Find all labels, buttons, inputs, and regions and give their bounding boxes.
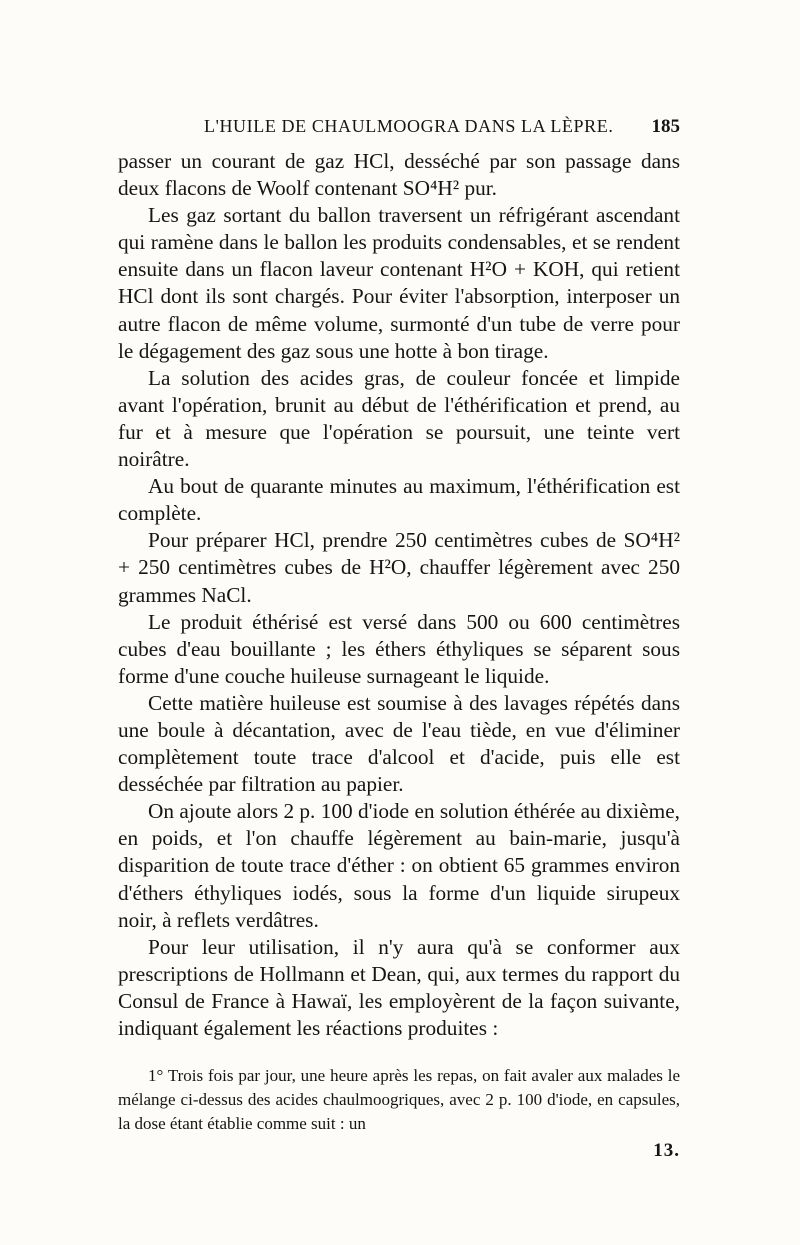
- paragraph-4: Au bout de quarante minutes au maximum, l'éthérification est complète.: [118, 474, 680, 526]
- paragraph-1: passer un courant de gaz HCl, desséché par son passage dans deux flacons de Woolf contenant SO⁴H² pur.: [118, 149, 680, 201]
- numbered-note: 1° Trois fois par jour, une heure après les repas, on fait avaler aux malades le mélange ci-dessus des acides chaulmoogriques, avec 2 p. 100 d'iode, en capsules, la dose étant établie comme suit : un: [118, 1066, 680, 1133]
- paragraph-2: Les gaz sortant du ballon traversent un réfrigérant ascendant qui ramène dans le ballon les produits condensables, et se rendent ensuite dans un flacon laveur contenant H²O + KOH, qui retient HCl dont ils sont chargés. Pour éviter l'absorption, interposer un autre flacon de même volume, surmonté d'un tube de verre pour le dégagement des gaz sous une hotte à bon tirage.: [118, 203, 680, 363]
- paragraph-3: La solution des acides gras, de couleur foncée et limpide avant l'opération, brunit au début de l'éthérification et prend, au fur et à mesure que l'opération se poursuit, une teinte vert noirâtre.: [118, 365, 680, 472]
- signature-mark: 13.: [653, 1140, 680, 1161]
- running-head: [118, 116, 680, 140]
- paragraph-7: Cette matière huileuse est soumise à des lavages répétés dans une boule à décantation, avec de l'eau tiède, en vue d'éliminer complètement toute trace d'alcool et d'acide, puis elle est desséchée par filtration au papier.: [118, 690, 680, 797]
- page-number: 185: [651, 116, 680, 137]
- body-text: [118, 148, 680, 1042]
- paragraph-5: Pour préparer HCl, prendre 250 centimètres cubes de SO⁴H² + 250 centimètres cubes de H²O, chauffer légèrement avec 250 grammes NaCl.: [118, 528, 680, 607]
- paragraph-9: Pour leur utilisation, il n'y aura qu'à se conformer aux prescriptions de Hollmann et Dean, qui, aux termes du rapport du Consul de France à Hawaï, les employèrent de la façon suivante, indiquant également les réactions produites :: [118, 934, 680, 1040]
- paragraph-8: On ajoute alors 2 p. 100 d'iode en solution éthérée au dixième, en poids, et l'on chauffe légèrement au bain-marie, jusqu'à disparition de toute trace d'éther : on obtient 65 grammes environ d'éthers éthyliques iodés, sous la forme d'un liquide sirupeux noir, à reflets verdâtres.: [118, 799, 680, 932]
- running-title: L'HUILE DE CHAULMOOGRA DANS LA LÈPRE.: [204, 116, 614, 136]
- paragraph-6: Le produit éthérisé est versé dans 500 ou 600 centimètres cubes d'eau bouillante ; les éthers éthyliques se séparent sous forme d'une couche huileuse surnageant le liquide.: [118, 609, 680, 688]
